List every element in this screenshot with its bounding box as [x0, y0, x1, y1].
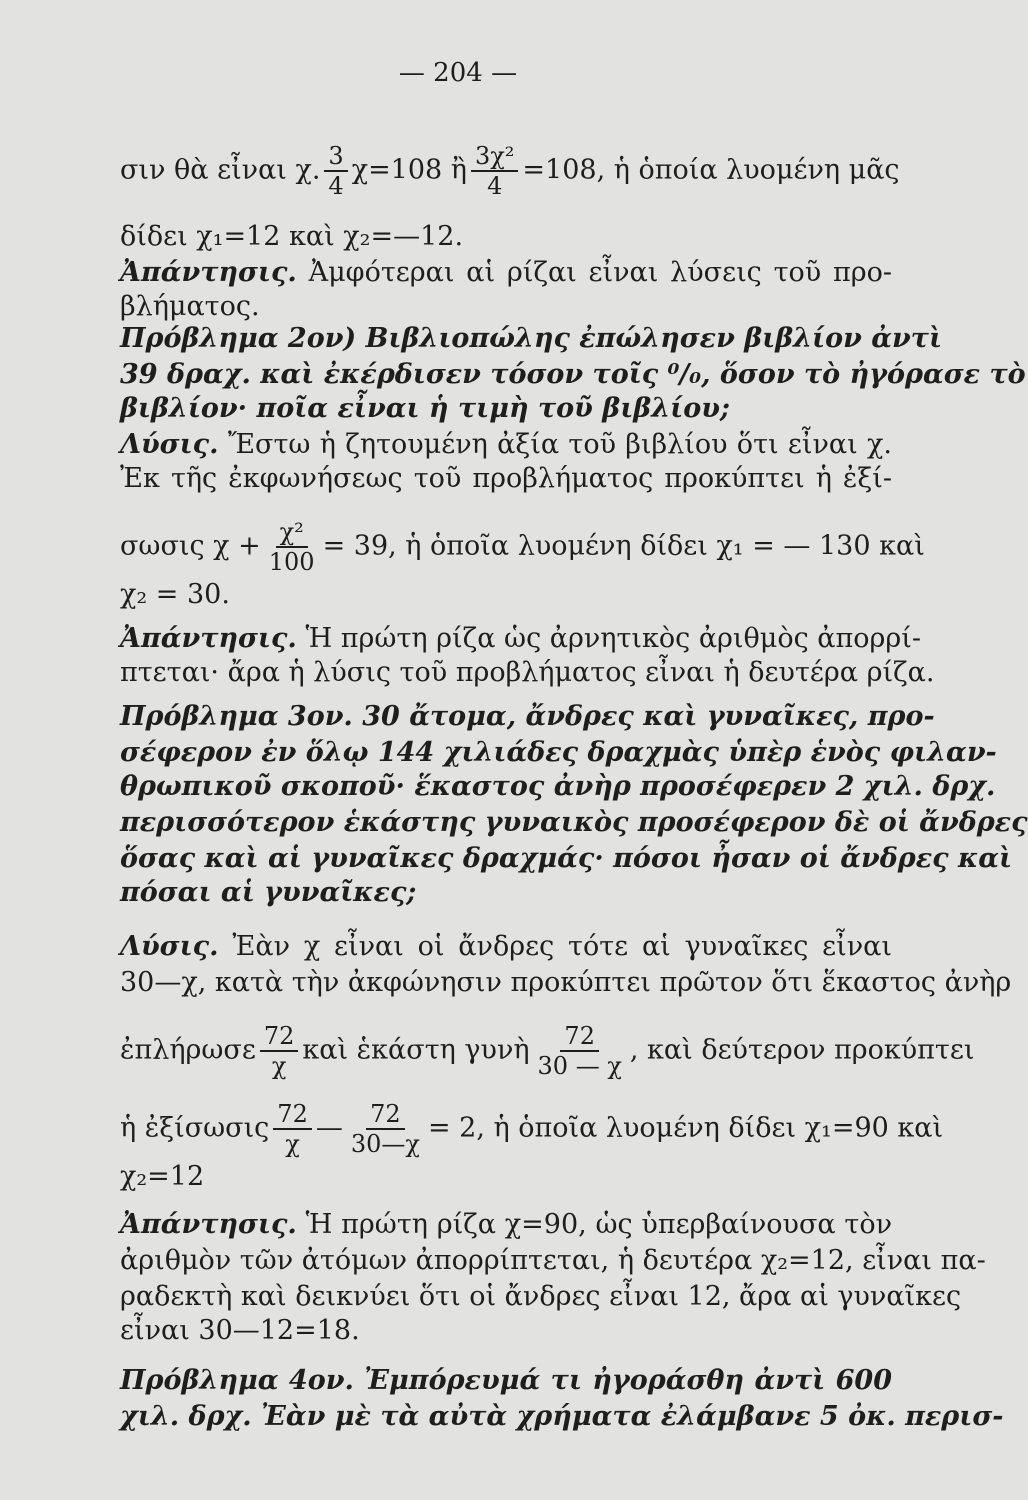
text-segment: = 39, ἡ ὁποῖα λυομένη δίδει χ₁ = — 130 καὶ	[322, 530, 925, 562]
denominator: χ	[271, 1052, 287, 1080]
fraction	[534, 1022, 626, 1080]
text-line: δίδει χ₁=12 καὶ χ₂=—12.	[120, 221, 464, 252]
text-line: σέφερον ἐν ὅλῳ 144 χιλιάδες δραχμὰς ὑπὲρ ἑνὸς φιλαν-	[120, 737, 997, 768]
text-line: βιβλίον· ποῖα εἶναι ἡ τιμὴ τοῦ βιβλίου;	[120, 393, 730, 424]
text-line	[120, 930, 892, 964]
text-line: βλήματος.	[120, 291, 260, 322]
text-line: περισσότερον ἑκάστης γυναικὸς προσέφερον δὲ οἱ ἄνδρες	[120, 807, 1028, 838]
fraction	[260, 1022, 299, 1080]
text-line	[120, 622, 921, 656]
text-segment: = 2, ἡ ὁποῖα λυομένη δίδει χ₁=90 καὶ	[427, 1112, 944, 1144]
text-line	[120, 1022, 975, 1080]
text-segment: Ἔστω ἡ ζητουμένη ἀξία τοῦ βιβλίου ὅτι εἶναι χ.	[227, 429, 892, 460]
numerator: 3	[324, 142, 347, 172]
page-number: — 204 —	[398, 58, 518, 88]
fraction	[347, 1100, 424, 1158]
denominator: 100	[268, 548, 315, 576]
answer-label: Ἀπάντησις.	[120, 623, 297, 654]
numerator: 72	[366, 1100, 405, 1130]
text-line: εἶναι 30—12=18.	[120, 1315, 360, 1346]
text-line: Ἐκ τῆς ἐκφωνήσεως τοῦ προβλήματος προκύπτει ἡ ἐξί-	[120, 463, 892, 494]
text-segment: Ἐὰν χ εἶναι οἱ ἄνδρες τότε αἱ γυναῖκες εἶναι	[232, 931, 892, 962]
text-line	[120, 428, 892, 462]
answer-label: Ἀπάντησις.	[120, 257, 297, 288]
text-line: πόσαι αἱ γυναῖκες;	[120, 877, 417, 908]
fraction	[273, 1100, 312, 1158]
text-line: ραδεκτὴ καὶ δεικνύει ὅτι οἱ ἄνδρες εἶναι 12, ἄρα αἱ γυναῖκες	[120, 1281, 962, 1312]
text-line: χ₂=12	[120, 1161, 205, 1192]
text-line: χ₂ = 30.	[120, 579, 230, 610]
solution-label: Λύσις.	[120, 931, 219, 962]
denominator: 4	[487, 172, 503, 200]
problem-heading: Πρόβλημα 2ον) Βιβλιοπώλης ἐπώλησεν βιβλίον ἀντὶ	[120, 323, 943, 354]
text-line: θρωπικοῦ σκοποῦ· ἕκαστος ἀνὴρ προσέφερεν 2 χιλ. δρχ.	[120, 771, 996, 802]
numerator: 72	[273, 1100, 312, 1130]
text-line	[120, 256, 892, 290]
minus-sign: —	[315, 1112, 343, 1144]
fraction	[471, 142, 518, 200]
denominator: 30—χ	[350, 1130, 420, 1158]
text-line: ἀριθμὸν τῶν ἀτόμων ἀπορρίπτεται, ἡ δευτέρα χ₂=12, εἶναι πα-	[120, 1245, 986, 1276]
text-segment: Ἡ πρώτη ρίζα ὡς ἀρνητικὸς ἀριθμὸς ἀπορρί-	[305, 623, 921, 654]
text-segment: καὶ ἑκάστη γυνὴ	[302, 1034, 530, 1066]
denominator: χ	[285, 1130, 300, 1158]
text-segment: =108, ἡ ὁποία λυομένη μᾶς	[522, 154, 900, 186]
text-segment: χ=108 ἢ	[351, 154, 467, 186]
denominator: 4	[328, 172, 344, 200]
text-line	[120, 518, 925, 576]
text-segment: Ἡ πρώτη ρίζα χ=90, ὡς ὑπερβαίνουσα τὸν	[305, 1209, 892, 1240]
text-line: πτεται· ἄρα ἡ λύσις τοῦ προβλήματος εἶναι ἡ δευτέρα ρίζα.	[120, 657, 935, 688]
text-line	[120, 1100, 944, 1158]
problem-heading: Πρόβλημα 3ον. 30 ἄτομα, ἄνδρες καὶ γυναῖκες, προ-	[120, 701, 935, 732]
text-line	[120, 142, 900, 200]
text-line: ὅσας καὶ αἱ γυναῖκες δραχμάς· πόσοι ἦσαν οἱ ἄνδρες καὶ	[120, 843, 1013, 874]
text-line: χιλ. δρχ. Ἐὰν μὲ τὰ αὐτὰ χρήματα ἐλάμβανε 5 ὀκ. περισ-	[120, 1401, 1004, 1432]
text-line: 30—χ, κατὰ τὴν ἀκφώνησιν προκύπτει πρῶτον ὅτι ἕκαστος ἀνὴρ	[120, 967, 1012, 998]
numerator: 72	[560, 1022, 599, 1052]
text-line: 39 δραχ. καὶ ἐκέρδισεν τόσον τοῖς ⁰/₀, ὅσον τὸ ἠγόρασε τὸ	[120, 359, 1026, 390]
denominator: 30 — χ	[537, 1052, 622, 1080]
text-segment: σωσις χ +	[120, 530, 261, 562]
numerator: 3χ²	[471, 142, 518, 172]
numerator: χ²	[276, 518, 308, 548]
numerator: 72	[260, 1022, 299, 1052]
fraction	[265, 518, 319, 576]
text-line	[120, 1208, 892, 1242]
problem-heading: Πρόβλημα 4ον. Ἐμπόρευμά τι ἠγοράσθη ἀντὶ 600	[120, 1365, 892, 1396]
solution-label: Λύσις.	[120, 429, 219, 460]
answer-label: Ἀπάντησις.	[120, 1209, 297, 1240]
text-segment: ἡ ἐξίσωσις	[120, 1112, 270, 1144]
text-segment: Ἀμφότεραι αἱ ρίζαι εἶναι λύσεις τοῦ προ-	[308, 257, 892, 288]
fraction	[324, 142, 347, 200]
text-segment: ἐπλήρωσε	[120, 1034, 256, 1066]
text-segment: , καὶ δεύτερον προκύπτει	[629, 1034, 975, 1066]
text-segment: σιν θὰ εἶναι χ.	[120, 154, 321, 186]
